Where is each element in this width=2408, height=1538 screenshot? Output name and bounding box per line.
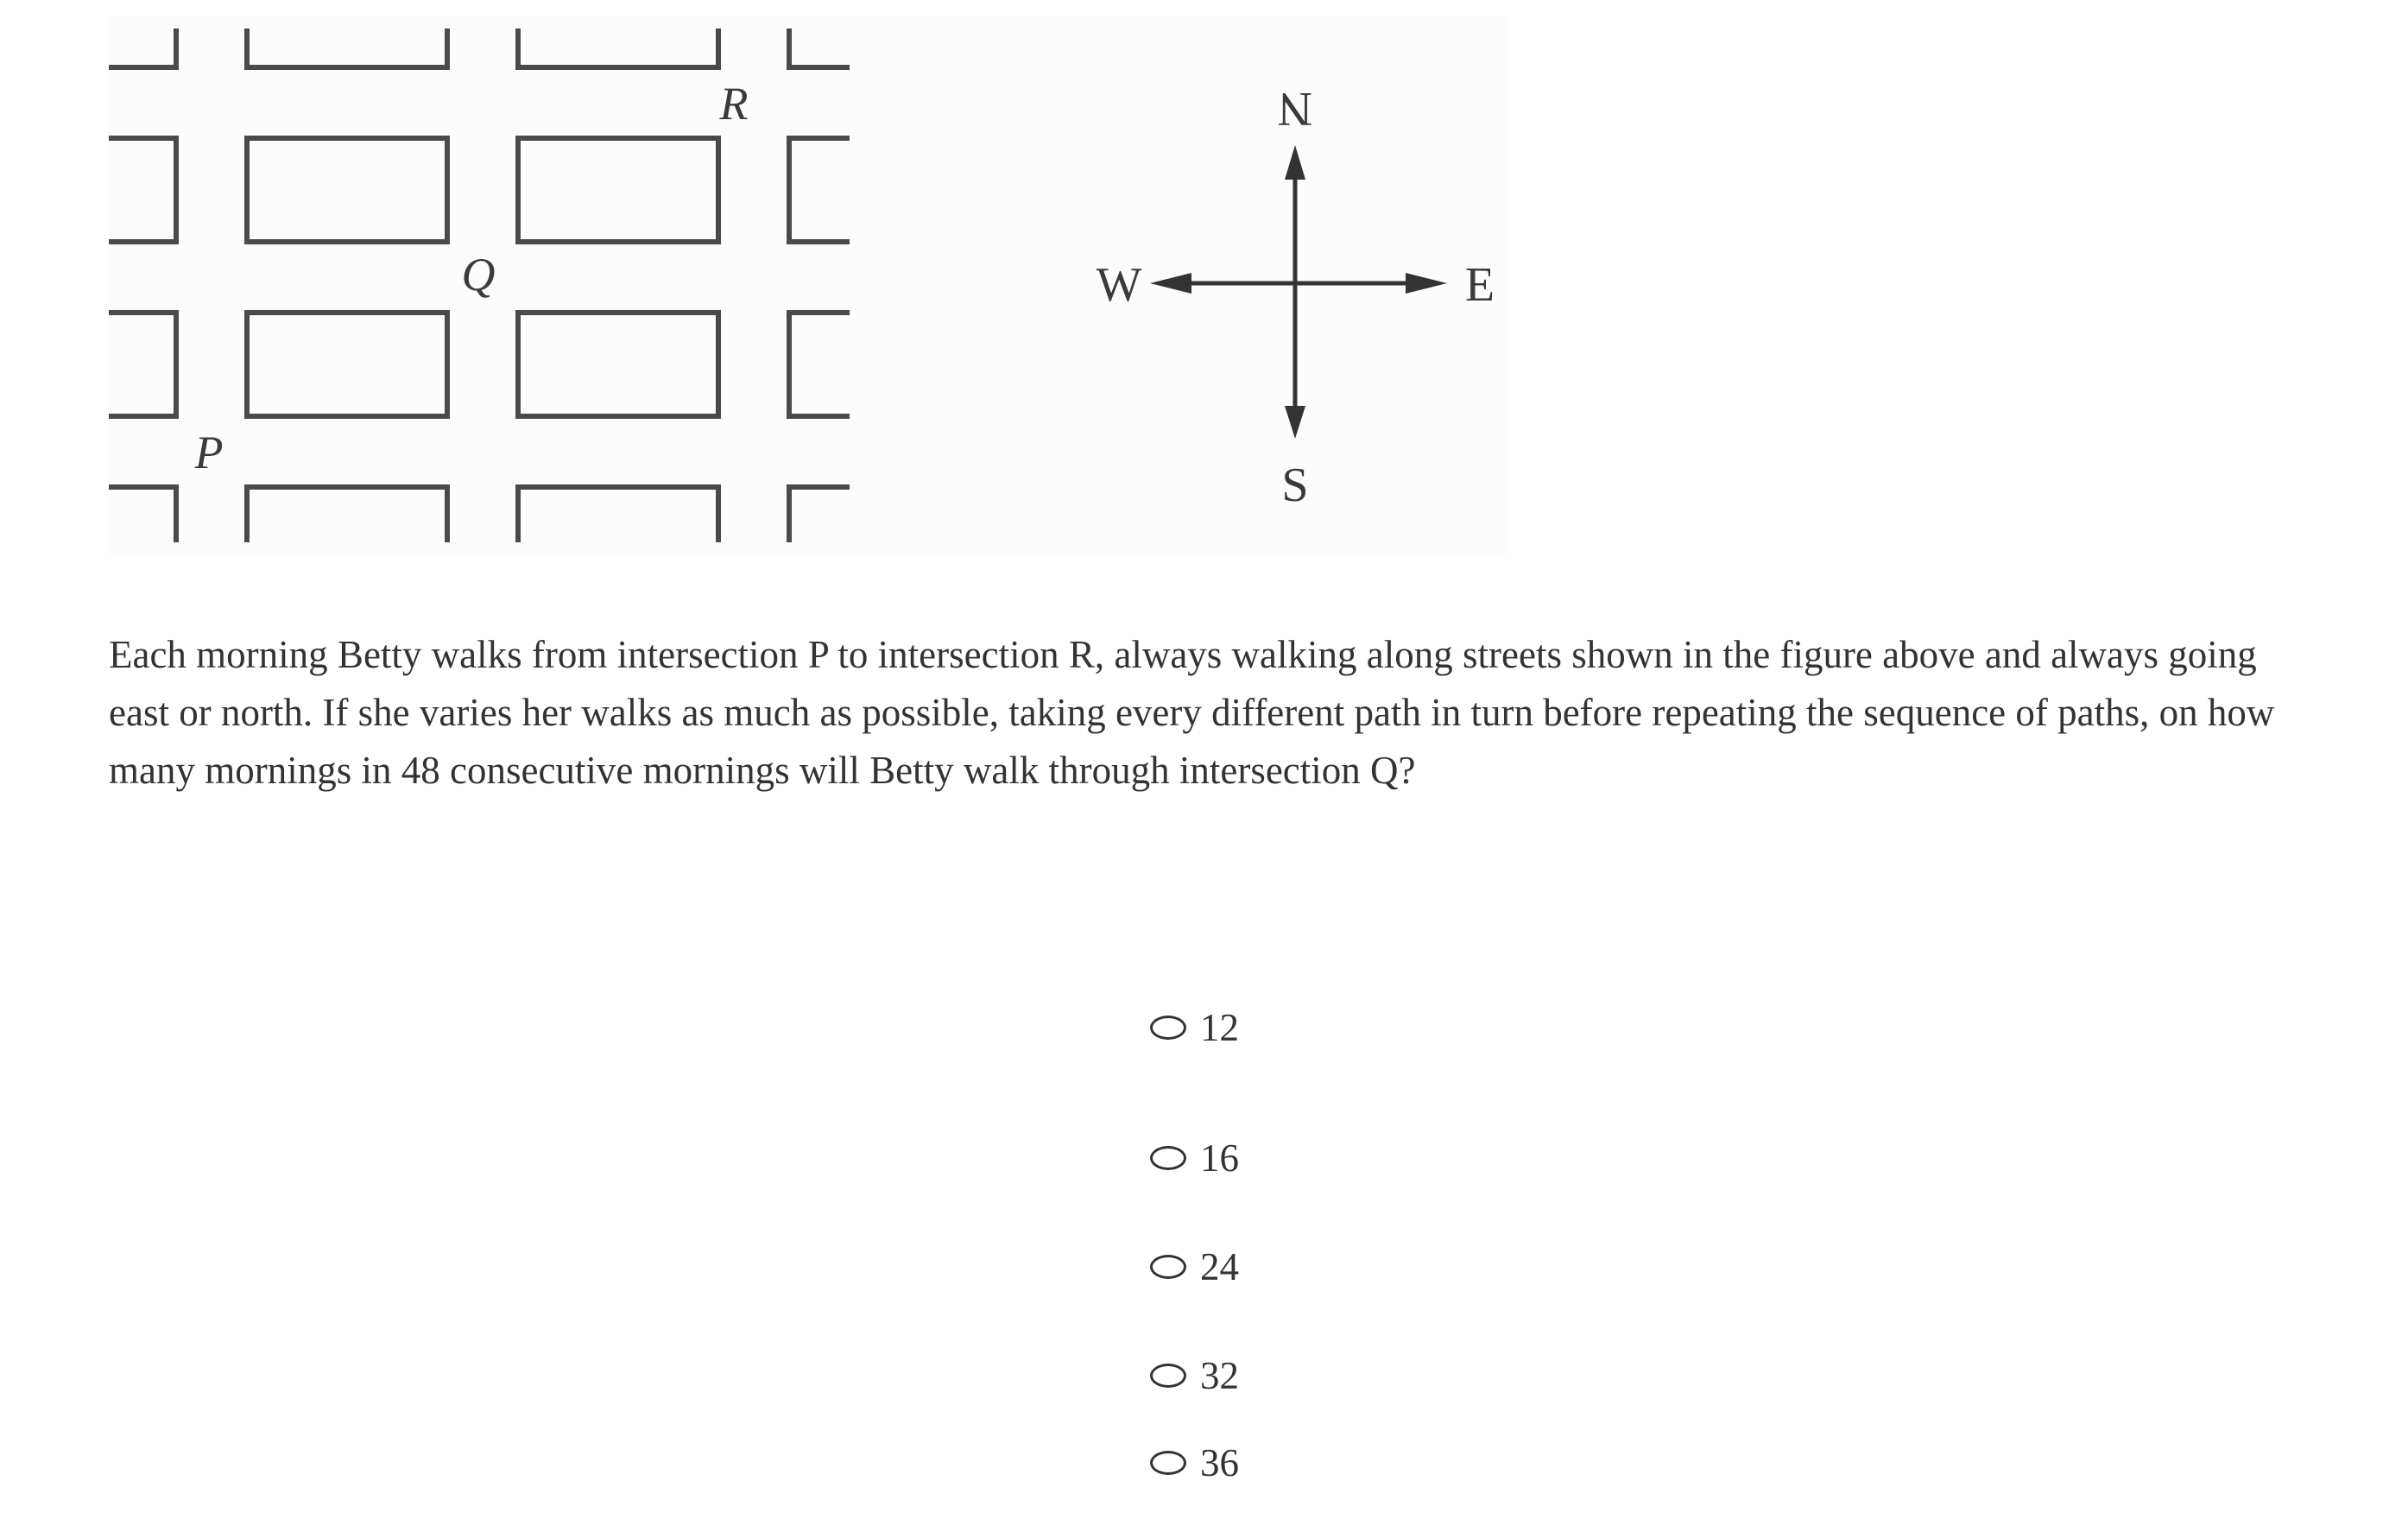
block-r1-c0 — [109, 138, 176, 242]
block-r0-c1 — [247, 28, 447, 67]
answer-choice-2[interactable] — [1150, 1104, 1239, 1212]
intersection-label-q: Q — [461, 249, 496, 301]
west-arrow-icon — [1150, 273, 1191, 294]
answer-choice-label: 24 — [1200, 1245, 1239, 1288]
block-r2-c2 — [518, 313, 718, 416]
compass-east-label: E — [1464, 258, 1495, 312]
block-r2-c3 — [789, 313, 850, 416]
block-r3-c2 — [518, 487, 718, 542]
radio-button-icon[interactable] — [1150, 1016, 1186, 1040]
block-r3-c0 — [109, 487, 176, 542]
radio-button-icon[interactable] — [1150, 1146, 1186, 1170]
block-r3-c3 — [789, 487, 850, 542]
block-r2-c1 — [247, 313, 447, 416]
compass-rose — [1097, 82, 1495, 512]
answer-choices — [1150, 995, 1239, 1496]
block-r1-c1 — [247, 138, 447, 242]
compass-south-label: S — [1281, 459, 1309, 512]
street-grid-figure — [109, 16, 1507, 555]
block-r1-c3 — [789, 138, 850, 242]
block-r1-c2 — [518, 138, 718, 242]
compass-north-label: N — [1277, 82, 1313, 136]
east-arrow-icon — [1406, 273, 1447, 294]
radio-button-icon[interactable] — [1150, 1364, 1186, 1388]
block-r2-c0 — [109, 313, 176, 416]
answer-choice-5[interactable] — [1150, 1430, 1239, 1496]
answer-choice-3[interactable] — [1150, 1212, 1239, 1321]
street-map-diagram — [109, 16, 1507, 555]
radio-button-icon[interactable] — [1150, 1255, 1186, 1279]
block-r3-c1 — [247, 487, 447, 542]
answer-choice-label: 12 — [1200, 1006, 1239, 1049]
answer-choice-1[interactable] — [1150, 995, 1239, 1060]
compass-west-label: W — [1096, 258, 1142, 312]
answer-choice-label: 36 — [1200, 1441, 1239, 1484]
intersection-label-p: P — [194, 427, 224, 478]
answer-choice-label: 16 — [1200, 1136, 1239, 1180]
question-text: Each morning Betty walks from intersection P to intersection R, always walking along streets shown in the figure above and always going east or north. If she varies her walks as much as possible, taking every different path in turn before repeating the sequence of paths, on how many mornings in 48 consecutive mornings will Betty walk through intersection Q? — [109, 633, 2275, 792]
block-r0-c3 — [789, 28, 850, 67]
intersection-label-r: R — [719, 78, 749, 130]
south-arrow-icon — [1285, 406, 1305, 439]
north-arrow-icon — [1285, 145, 1305, 180]
answer-choice-label: 32 — [1200, 1354, 1239, 1397]
block-r0-c2 — [518, 28, 718, 67]
block-r0-c0 — [109, 28, 176, 67]
radio-button-icon[interactable] — [1150, 1451, 1186, 1475]
answer-choice-4[interactable] — [1150, 1321, 1239, 1430]
